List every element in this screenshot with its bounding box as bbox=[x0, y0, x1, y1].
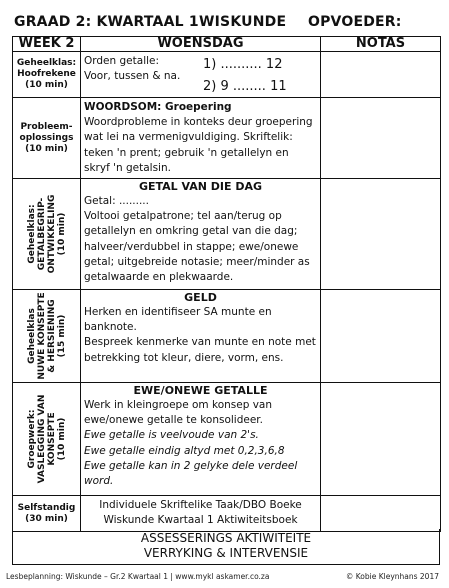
label-line: VASLEGGING VAN bbox=[36, 394, 47, 484]
row-mental-maths bbox=[13, 52, 441, 98]
content-line: betrekking tot kleur, diere, vorm, ens. bbox=[84, 351, 284, 364]
content-line: banknote. bbox=[84, 321, 137, 334]
section-title: EWE/ONEWE GETALLE bbox=[133, 384, 268, 398]
label-problem-solving bbox=[13, 98, 81, 179]
week-header: WEEK 2 bbox=[13, 37, 81, 52]
row-number-of-day bbox=[13, 179, 441, 290]
lesson-plan-table bbox=[12, 36, 441, 532]
label-line: (10 min) bbox=[56, 417, 67, 461]
content-problem-solving bbox=[81, 98, 321, 179]
grade-term-title: GRAAD 2: KWARTAAL 1 bbox=[14, 14, 199, 30]
label-line: (10 min) bbox=[56, 212, 67, 256]
notes-money[interactable] bbox=[321, 290, 441, 383]
content-line: wat lei na vermenigvuldiging. Skriftelik: bbox=[84, 131, 293, 144]
label-sub: oplossings bbox=[19, 132, 74, 143]
label-main: Probleem- bbox=[20, 121, 73, 132]
row-problem-solving bbox=[13, 98, 441, 179]
label-line: Geheelklas bbox=[26, 308, 37, 364]
content-line: getalwaarde en plekwaarde. bbox=[84, 271, 234, 284]
label-line: Groepwerk: bbox=[26, 409, 37, 469]
notes-mental-maths[interactable] bbox=[321, 52, 441, 98]
section-title: GELD bbox=[184, 291, 217, 305]
number-item-2: 2) 9 ........ 11 bbox=[203, 79, 287, 94]
label-mental-maths bbox=[13, 52, 81, 98]
content-line: skryf 'n getalsin. bbox=[84, 161, 171, 174]
footer-right: © Kobie Kleynhans 2017 bbox=[345, 572, 439, 581]
assessment-box bbox=[12, 529, 440, 565]
content-line: Individuele Skriftelike Taak/DBO Boeke bbox=[99, 499, 302, 512]
label-main: Geheelklas: bbox=[16, 58, 77, 68]
educator-label: OPVOEDER: bbox=[308, 14, 402, 30]
content-line: Wiskunde Kwartaal 1 Aktiwiteitsboek bbox=[103, 514, 298, 527]
content-number-of-day bbox=[81, 179, 321, 290]
label-line: ONTWIKKELING bbox=[46, 194, 57, 274]
content-independent bbox=[81, 496, 321, 532]
section-title: GETAL VAN DIE DAG bbox=[138, 180, 263, 194]
label-line: Geheelklas: bbox=[26, 204, 37, 264]
content-line: Herken en identifiseer SA munte en bbox=[84, 306, 272, 319]
content-line: Voltooi getalpatrone; tel aan/terug op bbox=[84, 210, 282, 223]
label-time: (10 min) bbox=[25, 143, 68, 154]
content-money bbox=[81, 290, 321, 383]
label-time: (10 min) bbox=[25, 80, 68, 90]
row-even-odd bbox=[13, 383, 441, 496]
italic-line: Ewe getalle kan in 2 gelyke dele verdeel bbox=[84, 459, 298, 472]
content-mental-maths bbox=[81, 52, 321, 98]
label-line: KONSEPTE bbox=[46, 412, 57, 466]
vertical-label bbox=[27, 292, 67, 379]
notes-independent[interactable] bbox=[321, 496, 441, 532]
vertical-label bbox=[27, 195, 67, 274]
content-line: getallelyn en omkring getal van die dag; bbox=[84, 225, 298, 238]
footer-left: Lesbeplanning: Wiskunde – Gr.2 Kwartaal 1 | www.mykl askamer.co.za bbox=[6, 572, 270, 581]
assessment-line: VERRYKING & INTERVENSIE bbox=[143, 546, 309, 560]
content-line: Bespreek kenmerke van munte en note met bbox=[84, 336, 316, 349]
content-line: Orden getalle: bbox=[84, 55, 160, 67]
content-line: getal; uitgebreide notasie; meer/minder as bbox=[84, 255, 310, 268]
section-title: WOORDSOM: Groepering bbox=[84, 101, 232, 113]
label-money bbox=[13, 290, 81, 383]
label-line: & HERSIENING bbox=[46, 299, 57, 373]
label-even-odd bbox=[13, 383, 81, 496]
content-line: Getal: ......... bbox=[84, 195, 149, 208]
label-time: (30 min) bbox=[25, 513, 68, 524]
content-line: Woordprobleme in konteks deur groepering bbox=[84, 116, 313, 129]
row-money bbox=[13, 290, 441, 383]
notes-number-of-day[interactable] bbox=[321, 179, 441, 290]
label-line: GETALBEGRIP- bbox=[36, 197, 47, 271]
row-independent bbox=[13, 496, 441, 532]
label-number-of-day bbox=[13, 179, 81, 290]
notes-problem-solving[interactable] bbox=[321, 98, 441, 179]
content-line: halveer/verdubbel in stappe; ewe/onewe bbox=[84, 240, 299, 253]
italic-line: Ewe getalle eindig altyd met 0,2,3,6,8 bbox=[84, 444, 285, 457]
page-header bbox=[12, 10, 440, 36]
content-line: Voor, tussen & na. bbox=[84, 70, 181, 83]
page-footer bbox=[6, 572, 443, 581]
notes-header: NOTAS bbox=[321, 37, 441, 52]
content-line: Werk in kleingroepe om konsep van bbox=[84, 399, 273, 412]
subject-title: WISKUNDE bbox=[199, 14, 287, 30]
label-line: (15 min) bbox=[56, 314, 67, 358]
label-line: NUWE KONSEPTE bbox=[36, 292, 47, 380]
label-sub: Hoofrekene bbox=[17, 69, 76, 79]
number-item-1: 1) .......... 12 bbox=[203, 57, 283, 72]
content-even-odd bbox=[81, 383, 321, 496]
vertical-label bbox=[27, 395, 67, 484]
italic-line: word. bbox=[84, 475, 114, 488]
content-line: teken 'n prent; gebruik 'n getallelyn en bbox=[84, 146, 289, 159]
label-independent bbox=[13, 496, 81, 532]
italic-line: Ewe getalle is veelvoude van 2's. bbox=[84, 429, 259, 442]
assessment-line: ASSESSERINGS AKTIWITEITE bbox=[140, 531, 312, 545]
content-line: ewe/onewe getalle te konsolideer. bbox=[84, 414, 263, 427]
day-header: WOENSDAG bbox=[81, 37, 321, 52]
notes-even-odd[interactable] bbox=[321, 383, 441, 496]
label-main: Selfstandig bbox=[17, 502, 76, 513]
table-header-row bbox=[13, 37, 441, 52]
